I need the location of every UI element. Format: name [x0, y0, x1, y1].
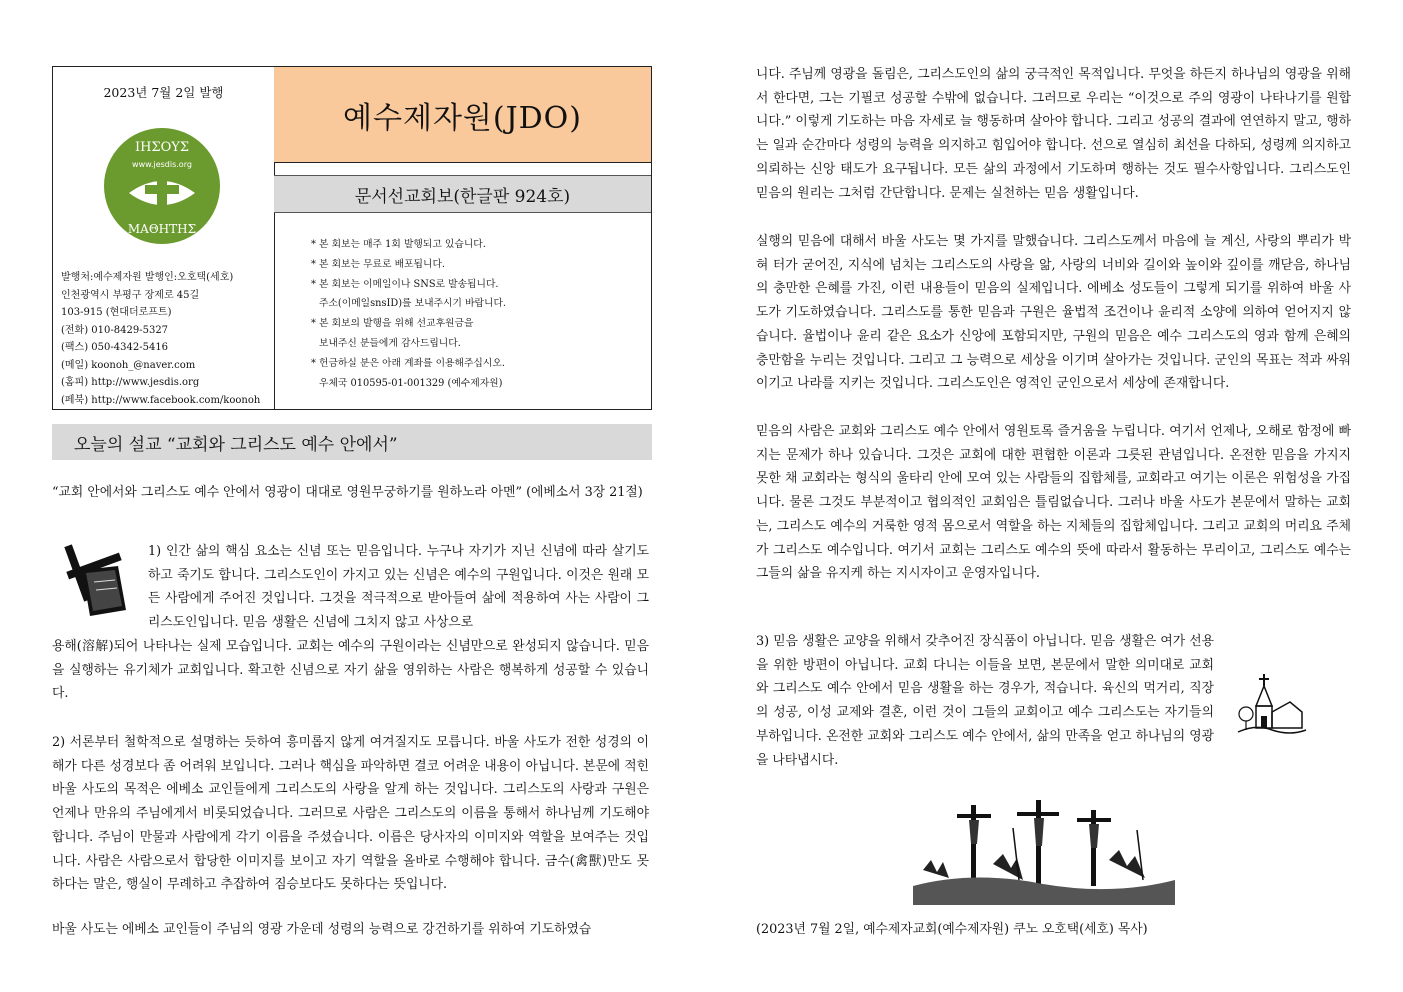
notice-list	[311, 235, 641, 393]
masthead	[52, 66, 652, 410]
notice-item: 우체국 010595-01-001329 (예수제자원)	[319, 377, 503, 389]
paragraph-2: 2) 서론부터 철학적으로 설명하는 듯하여 흥미롭지 않게 여겨질지도 모릅니다. 바울 사도가 전한 성경의 이해가 다른 성경보다 좀 어려워 보입니다. 그러나 핵심을 파악하면 결코 어려운 내용이 아닙니다. 본문에 적힌 바울 사도의 목적은 에베소 교인들에게 그리스도의 사랑을 알게 하는 것입니다. 그리스도의 사랑과 구원은 언제나 만유의 주님에게서 비롯되었습니다. 그러므로 사람은 그리스도의 이름을 통해서 하나님께 기도해야 합니다. 주님이 만물과 사람에게 각기 이름을 주셨습니다. 이름은 당사자의 이미지와 역할을 보여주는 것입니다. 사람은 사람으로서 합당한 이미지를 보이고 자기 역할을 올바로 수행해야 합니다. 금수(禽獸)만도 못하다는 말은, 행실이 무례하고 추잡하여 짐승보다도 못하다는 뜻입니다.	[52, 735, 649, 893]
paragraph-2b: 바울 사도는 에베소 교인들이 주님의 영광 가운데 성령의 능력으로 강건하기를 위하여 기도하였습	[52, 922, 592, 937]
publisher-line: 발행처:예수제자원 발행인:오호택(세호)	[61, 272, 234, 283]
notice-item: * 헌금하실 분은 아래 계좌를 이용해주십시오.	[311, 357, 505, 369]
sermon-title: 오늘의 설교 “교회와 그리스도 예수 안에서”	[52, 424, 652, 460]
publisher-line: (메일) koonoh_@naver.com	[61, 359, 196, 371]
signature-line: (2023년 7월 2일, 예수제자교회(예수제자원) 쿠노 오호택(세호) 목사)	[756, 922, 1148, 937]
publisher-line: 인천광역시 부평구 장제로 45길	[61, 289, 200, 301]
publisher-line: (페북) http://www.facebook.com/koonoh	[61, 394, 261, 406]
publisher-line: 103-915 (현대더로프트)	[61, 307, 172, 318]
crucifixion-scene-icon	[913, 800, 1175, 905]
issue-date: 2023년 7월 2일 발행	[103, 85, 224, 100]
publisher-info	[61, 269, 271, 409]
publication-title: 예수제자원(JDO)	[274, 67, 651, 163]
paragraph-3: 3) 믿음 생활은 교양을 위해서 갖추어진 장식품이 아닙니다. 믿음 생활은 여가 선용을 위한 방편이 아닙니다. 교회 다니는 이들을 보면, 본문에서 말한 의미대로 교회와 그리스도 예수 안에서 믿음 생활을 하는 경우가, 적습니다. 육신의 먹거리, 직장의 성공, 이성 교제와 결혼, 이런 것이 그들의 교회이고 예수 그리스도는 자기들의 부하입니다. 온전한 교회와 그리스도 예수 안에서, 삶의 만족을 얻고 하나님의 영광을 나타냅시다.	[756, 634, 1214, 768]
church-icon	[1236, 672, 1308, 740]
publisher-line: (홈피) http://www.jesdis.org	[61, 377, 200, 388]
cross-bible-icon	[60, 540, 132, 618]
notice-item: 주소(이메일snsID)를 보내주시기 바랍니다.	[319, 298, 507, 310]
scripture-quote: “교회 안에서와 그리스도 예수 안에서 영광이 대대로 영원무궁하기를 원하노라 아멘” (에베소서 3장 21절)	[52, 485, 643, 500]
notice-item: * 본 회보는 무료로 배포됩니다.	[311, 258, 446, 270]
paragraph-2c: 니다. 주님께 영광을 돌림은, 그리스도인의 삶의 궁극적인 목적입니다. 무엇을 하든지 하나님의 영광을 위해서 한다면, 그는 기필코 성공할 수밖에 없습니다. 그러므로 우리는 “이것으로 주의 영광이 나타나기를 원합니다.” 이렇게 기도하는 마음 자세로 늘 행동하며 살아야 합니다. 그리고 성공의 결과에 연연하지 말고, 행하는 일과 순간마다 성령의 능력을 의지하고 힘입어야 합니다. 선으로 열심히 최선을 다하되, 성령께 의지하고 의뢰하는 신앙 태도가 요구됩니다. 모든 삶의 과정에서 기도하며 행하는 것도 필수사항입니다. 그리스도인 믿음의 원리는 그처럼 간단합니다. 문제는 실천하는 믿음 생활입니다.	[756, 67, 1351, 201]
masthead-left-panel	[53, 67, 275, 409]
paragraph-2e: 믿음의 사람은 교회와 그리스도 예수 안에서 영원토록 즐거움을 누립니다. 여기서 언제나, 오해로 함정에 빠지는 문제가 하나 있습니다. 그것은 교회에 대한 편협한 이론과 그릇된 관념입니다. 온전한 믿음을 가지지 못한 채 교회라는 형식의 울타리 안에 모여 있는 사람들의 집합체를, 교회라고 여기는 이론은 위험성을 가집니다. 물론 그것도 부분적이고 협의적인 교회임은 틀림없습니다. 그러나 바울 사도가 본문에서 말하는 교회는, 그리스도 예수의 거룩한 영적 몸으로서 역할을 하는 지체들의 집합체입니다. 그리고 교회의 머리요 주체가 그리스도 예수입니다. 여기서 교회는 그리스도 예수의 뜻에 따라서 활동하는 무리이고, 그리스도 예수는 그들의 삶을 유지케 하는 지시자이고 운영자입니다.	[756, 424, 1351, 582]
cross-fish-logo-icon	[103, 127, 221, 245]
paragraph-1-cont: 용해(溶解)되어 나타나는 실제 모습입니다. 교회는 예수의 구원이라는 신념만으로 완성되지 않습니다. 믿음을 실행하는 유기체가 교회입니다. 확고한 신념으로 자기 삶을 영위하는 사람은 행복하게 성공할 수 있습니다.	[52, 639, 649, 702]
notice-item: * 본 회보의 발행을 위해 선교후원금을	[311, 318, 474, 330]
notice-item: 보내주신 분들에게 감사드립니다.	[319, 337, 461, 349]
logo-url-text: www.jesdis.org	[132, 160, 192, 169]
publication-subtitle: 문서선교회보(한글판 924호)	[274, 175, 651, 213]
logo-bottom-text: ΜΑΘΗΤΗΣ	[127, 222, 197, 236]
paragraph-2d: 실행의 믿음에 대해서 바울 사도는 몇 가지를 말했습니다. 그리스도께서 마음에 늘 계신, 사랑의 뿌리가 박혀 터가 굳어진, 지식에 넘치는 그리스도의 사랑을 앎, 사랑의 너비와 길이와 높이와 깊이를 깨닫음, 하나님의 충만한 은혜를 가진, 이런 내용들이 믿음의 실제입니다. 에베소 성도들이 그렇게 되기를 위하여 바울 사도가 기도하였습니다. 그리스도를 통한 믿음과 구원은 율법적 조건이나 윤리적 소양에 의하여 얻어지지 않습니다. 율법이나 윤리 같은 요소가 신앙에 포함되지만, 구원의 믿음은 예수 그리스도의 영과 함께 은혜의 충만함을 누리는 것입니다. 그리고 그 능력으로 세상을 이기며 살아가는 것입니다. 군인의 목표는 적과 싸워 이기고 나라를 지키는 것입니다. 그리스도인은 영적인 군인으로서 세상에 존재합니다.	[756, 234, 1351, 392]
logo-top-text: ΙΗΣΟΥΣ	[134, 140, 190, 155]
publisher-line: (팩스) 050-4342-5416	[61, 342, 169, 353]
publisher-line: (전화) 010-8429-5327	[61, 324, 169, 336]
paragraph-1: 1) 인간 삶의 핵심 요소는 신념 또는 믿음입니다. 누구나 자기가 지닌 신념에 따라 살기도 하고 죽기도 합니다. 그리스도인이 가지고 있는 신념은 예수의 구원입니다. 이것은 원래 모든 사람에게 주어진 것입니다. 그것을 적극적으로 받아들여 삶에 적용하여 사는 사람이 그리스도인입니다. 믿음 생활은 신념에 그치지 않고 사상으로	[148, 544, 649, 631]
notice-item: * 본 회보는 매주 1회 발행되고 있습니다.	[311, 239, 486, 250]
notice-item: * 본 회보는 이메일이나 SNS로 발송됩니다.	[311, 278, 499, 290]
